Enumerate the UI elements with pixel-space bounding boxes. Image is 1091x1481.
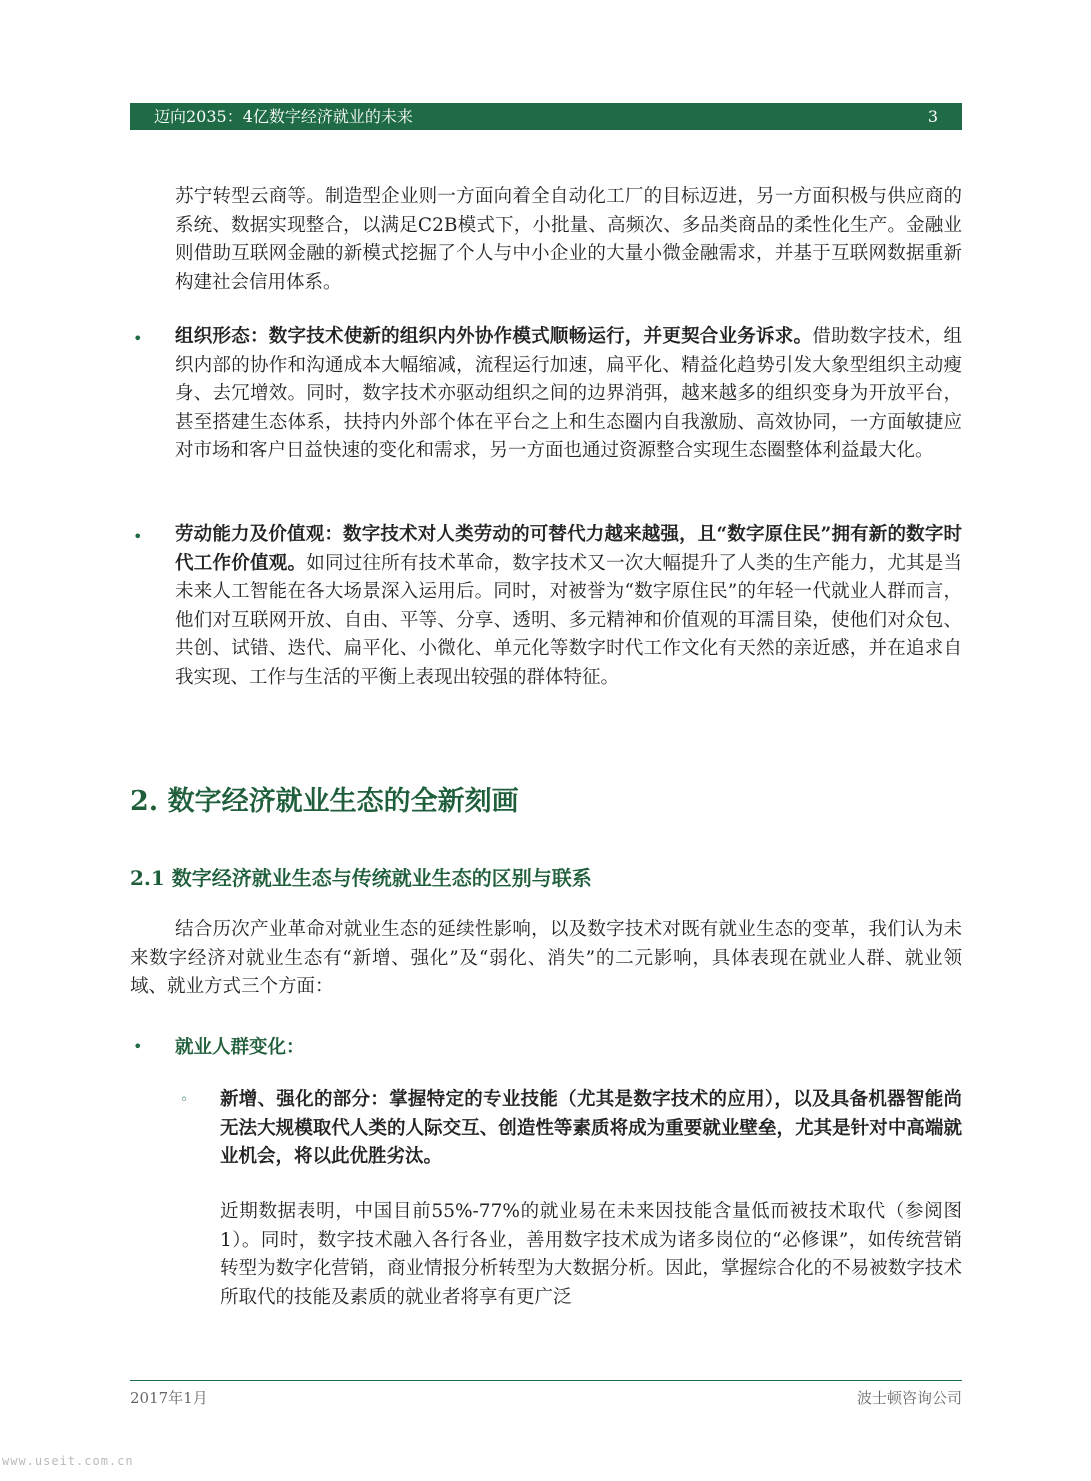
- page-number: 3: [927, 107, 938, 126]
- bullet-icon: •: [133, 329, 143, 348]
- section-heading: 2. 数字经济就业生态的全新刻画: [130, 786, 519, 817]
- header-title: 迈向2035：4亿数字经济就业的未来: [154, 107, 413, 126]
- intro-paragraph: 苏宁转型云商等。制造型企业则一方面向着全自动化工厂的目标迈进，另一方面积极与供应商的系统、数据实现整合，以满足C2B模式下，小批量、高频次、多品类商品的柔性化生产。金融业则借助互联网金融的新模式挖掘了个人与中小企业的大量小微金融需求，并基于互联网数据重新构建社会信用体系。: [175, 186, 962, 293]
- bullet-labor-title: 劳动能力及价值观：数字技术对人类劳动的可替代力越来越强，且“数字原住民”拥有新的数字时代工作价值观。: [175, 524, 962, 574]
- footer-divider: [130, 1380, 962, 1381]
- bullet-icon: •: [133, 1037, 143, 1056]
- bullet-labor-body: 如同过往所有技术革命，数字技术又一次大幅提升了人类的生产能力，尤其是当未来人工智能在各大场景深入运用后。同时，对被誉为“数字原住民”的年轻一代就业人群而言，他们对互联网开放、自由、平等、分享、透明、多元精神和价值观的耳濡目染，使他们对众包、共创、试错、迭代、扁平化、小微化、单元化等数字时代工作文化有天然的亲近感，并在追求自我实现、工作与生活的平衡上表现出较强的群体特征。: [175, 552, 962, 688]
- sub-bullet-icon: ◦: [180, 1092, 189, 1108]
- bullet-icon: •: [133, 527, 143, 546]
- section-intro: 结合历次产业革命对就业生态的延续性影响，以及数字技术对既有就业生态的变革，我们认为未来数字经济对就业生态有“新增、强化”及“弱化、消失”的二元影响，具体表现在就业人群、就业领域、就业方式三个方面：: [130, 919, 962, 998]
- bullet-organization-title: 组织形态：数字技术使新的组织内外协作模式顺畅运行，并更契合业务诉求。: [175, 326, 813, 347]
- watermark-text: www.useit.com.cn: [2, 1454, 134, 1468]
- footer-company: 波士顿咨询公司: [856, 1389, 962, 1407]
- bullet-organization-body: 借助数字技术，组织内部的协作和沟通成本大幅缩减，流程运行加速，扁平化、精益化趋势引发大象型组织主动瘦身、去冗增效。同时，数字技术亦驱动组织之间的边界消弭，越来越多的组织变身为开放平台，甚至搭建生态体系，扶持内外部个体在平台之上和生态圈内自我激励、高效协同，一方面敏捷应对市场和客户日益快速的变化和需求，另一方面也通过资源整合实现生态圈整体利益最大化。: [175, 326, 962, 462]
- bullet-organization: [175, 323, 962, 466]
- subsection-heading: 2.1 数字经济就业生态与传统就业生态的区别与联系: [130, 866, 592, 890]
- employment-group-sub-point: 新增、强化的部分：掌握特定的专业技能（尤其是数字技术的应用），以及具备机器智能尚无法大规模取代人类的人际交互、创造性等素质将成为重要就业壁垒，尤其是针对中高端就业机会，将以此优胜劣汰。: [220, 1089, 962, 1168]
- header-bar: [130, 103, 962, 130]
- bullet-labor: [175, 521, 962, 693]
- employment-group-detail: 近期数据表明，中国目前55%-77%的就业易在未来因技能含量低而被技术取代（参阅图1）。同时，数字技术融入各行各业，善用数字技术成为诸多岗位的“必修课”，如传统营销转型为数字化营销，商业情报分析转型为大数据分析。因此，掌握综合化的不易被数字技术所取代的技能及素质的就业者将享有更广泛: [220, 1201, 962, 1308]
- footer-date: 2017年1月: [130, 1389, 208, 1407]
- employment-group-label: 就业人群变化：: [175, 1037, 305, 1058]
